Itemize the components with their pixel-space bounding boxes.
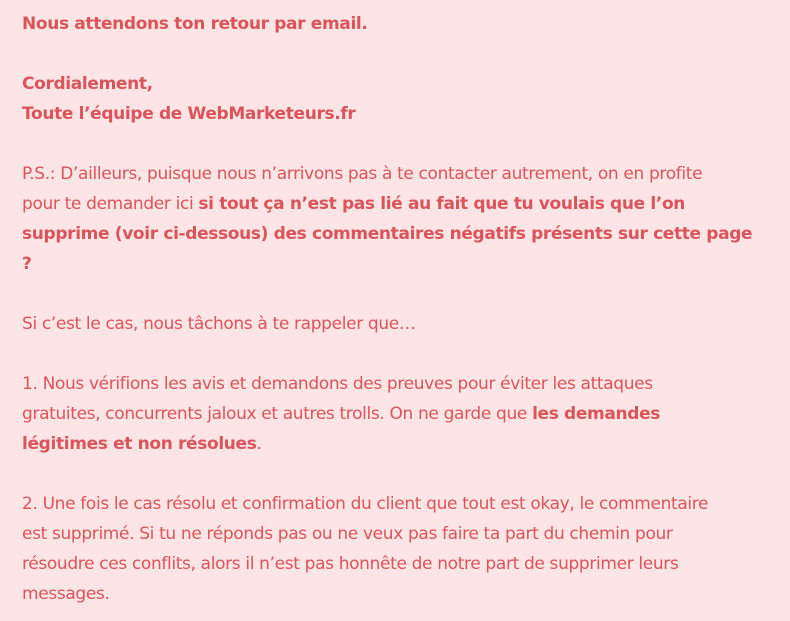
signature-block <box>22 69 776 129</box>
point-1-line-3-bold: légitimes et non résolues <box>22 434 257 454</box>
ps-line-2 <box>22 189 776 219</box>
postscript <box>22 159 776 279</box>
point-2-line-1: 2. Une fois le cas résolu et confirmation du client que tout est okay, le commentaire <box>22 494 709 514</box>
closing-line <box>22 9 776 39</box>
point-1-line-2 <box>22 399 776 429</box>
point-1-line-1: 1. Nous vérifions les avis et demandons des preuves pour éviter les attaques <box>22 374 653 394</box>
ps-line-3: supprime (voir ci-dessous) des commentaires négatifs présents sur cette page <box>22 224 753 244</box>
ps-line-2-regular: pour te demander ici <box>22 194 199 214</box>
point-2-line-2: est supprimé. Si tu ne réponds pas ou ne veux pas faire ta part du chemin pour <box>22 524 673 544</box>
ps-line-1: P.S.: D’ailleurs, puisque nous n’arrivons pas à te contacter autrement, on en profite <box>22 164 703 184</box>
ps-line-4: ? <box>22 254 32 274</box>
reminder-intro-text: Si c’est le cas, nous tâchons à te rappeler que… <box>22 314 416 334</box>
point-1-line-3 <box>22 429 776 459</box>
point-2 <box>22 489 776 609</box>
point-1-line-3-end: . <box>256 434 262 454</box>
point-2-line-3: résoudre ces conflits, alors il n’est pas honnête de notre part de supprimer leurs <box>22 554 679 574</box>
point-2-line-4: messages. <box>22 584 110 604</box>
point-1 <box>22 369 776 459</box>
point-1-line-2-bold: les demandes <box>532 404 661 424</box>
reminder-intro <box>22 309 776 339</box>
signoff: Cordialement, <box>22 74 153 94</box>
ps-line-2-bold: si tout ça n’est pas lié au fait que tu voulais que l’on <box>198 194 686 214</box>
closing-line-text: Nous attendons ton retour par email. <box>22 14 368 34</box>
point-1-line-2-regular: gratuites, concurrents jaloux et autres trolls. On ne garde que <box>22 404 533 424</box>
signature: Toute l’équipe de WebMarketeurs.fr <box>22 104 356 124</box>
